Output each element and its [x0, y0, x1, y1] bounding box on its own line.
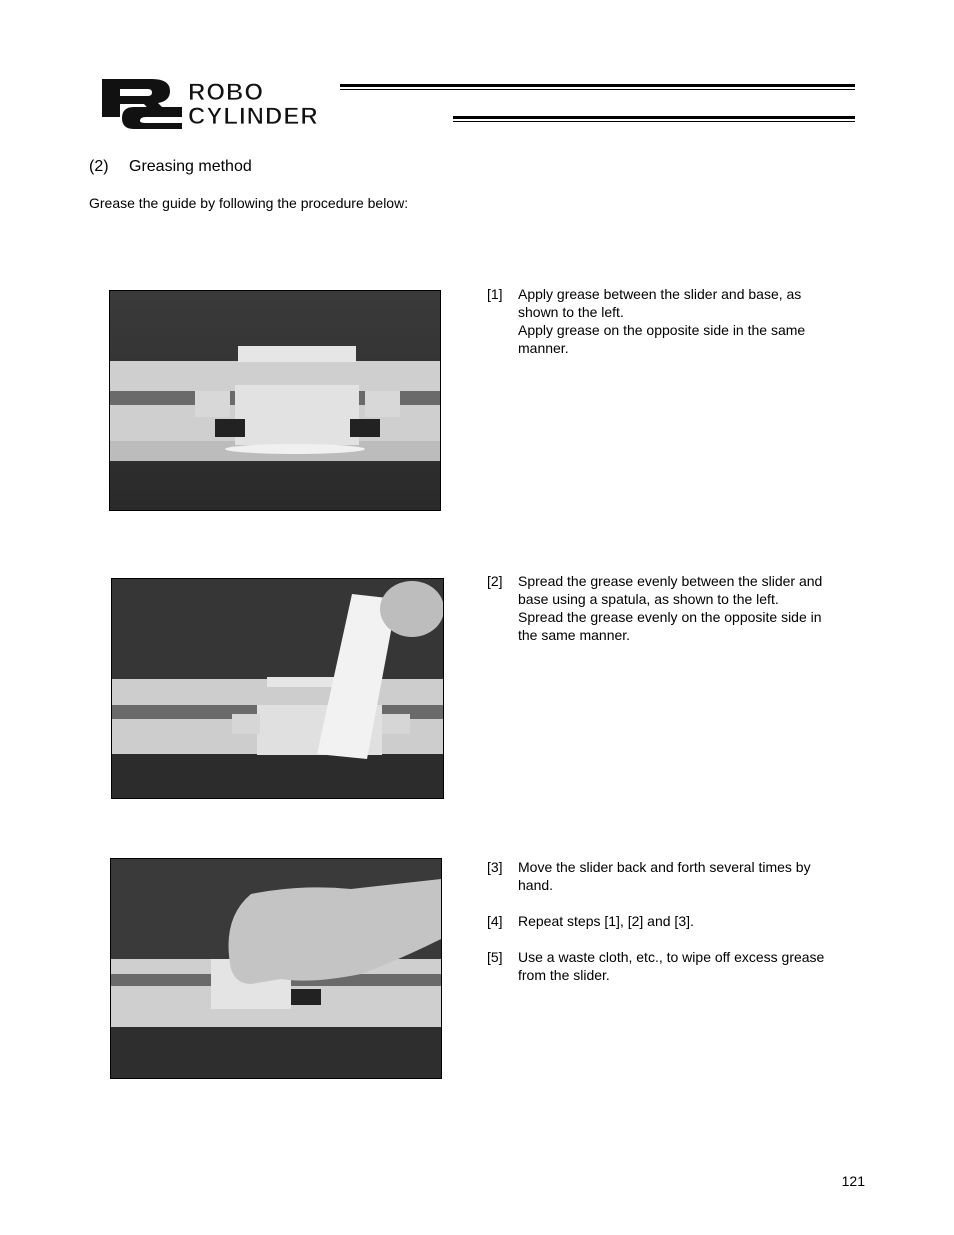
step-1 [487, 285, 867, 357]
section-title: Greasing method [129, 158, 252, 175]
step-3 [487, 858, 867, 894]
step-4 [487, 912, 867, 930]
step-text-line: the same manner. [518, 627, 631, 643]
section-number: (2) [89, 158, 109, 175]
step-text-line: shown to the left. [518, 304, 624, 320]
header-rule-bottom-1 [453, 116, 855, 119]
logo-line-robo: ROBO [188, 79, 264, 106]
step-text-line: base using a spatula, as shown to the left. [518, 591, 779, 607]
robo-cylinder-logo-mark [100, 77, 184, 129]
step-text-line: Spread the grease evenly on the opposite side in [518, 609, 822, 625]
step-text-line: Apply grease on the opposite side in the same [518, 322, 806, 338]
step-text-line: hand. [518, 877, 554, 893]
step-number: [2] [487, 573, 503, 589]
intro-text: Grease the guide by following the procedure below: [89, 195, 409, 211]
section-heading [89, 158, 252, 176]
step-5 [487, 948, 867, 984]
photo-spread-grease [111, 578, 444, 799]
step-number: [1] [487, 286, 503, 302]
step-text-line: Use a waste cloth, etc., to wipe off excess grease [518, 949, 825, 965]
photo-apply-grease [109, 290, 441, 511]
step-text-line: Apply grease between the slider and base, as [518, 286, 802, 302]
step-text-line: from the slider. [518, 967, 610, 983]
photo-move-slider [110, 858, 442, 1079]
step-text-line: manner. [518, 340, 569, 356]
step-2 [487, 572, 867, 644]
step-number: [5] [487, 949, 503, 965]
header-rule-top-1 [340, 84, 855, 87]
header-rule-bottom-2 [453, 121, 855, 122]
page-number: 121 [841, 1173, 865, 1189]
header-rule-top-2 [340, 89, 855, 90]
step-text-line: Repeat steps [1], [2] and [3]. [518, 913, 694, 929]
step-text-line: Spread the grease evenly between the slider and [518, 573, 823, 589]
step-number: [3] [487, 859, 503, 875]
logo-line-cylinder: CYLINDER [188, 103, 319, 127]
step-text-line: Move the slider back and forth several times by [518, 859, 811, 875]
step-number: [4] [487, 913, 503, 929]
